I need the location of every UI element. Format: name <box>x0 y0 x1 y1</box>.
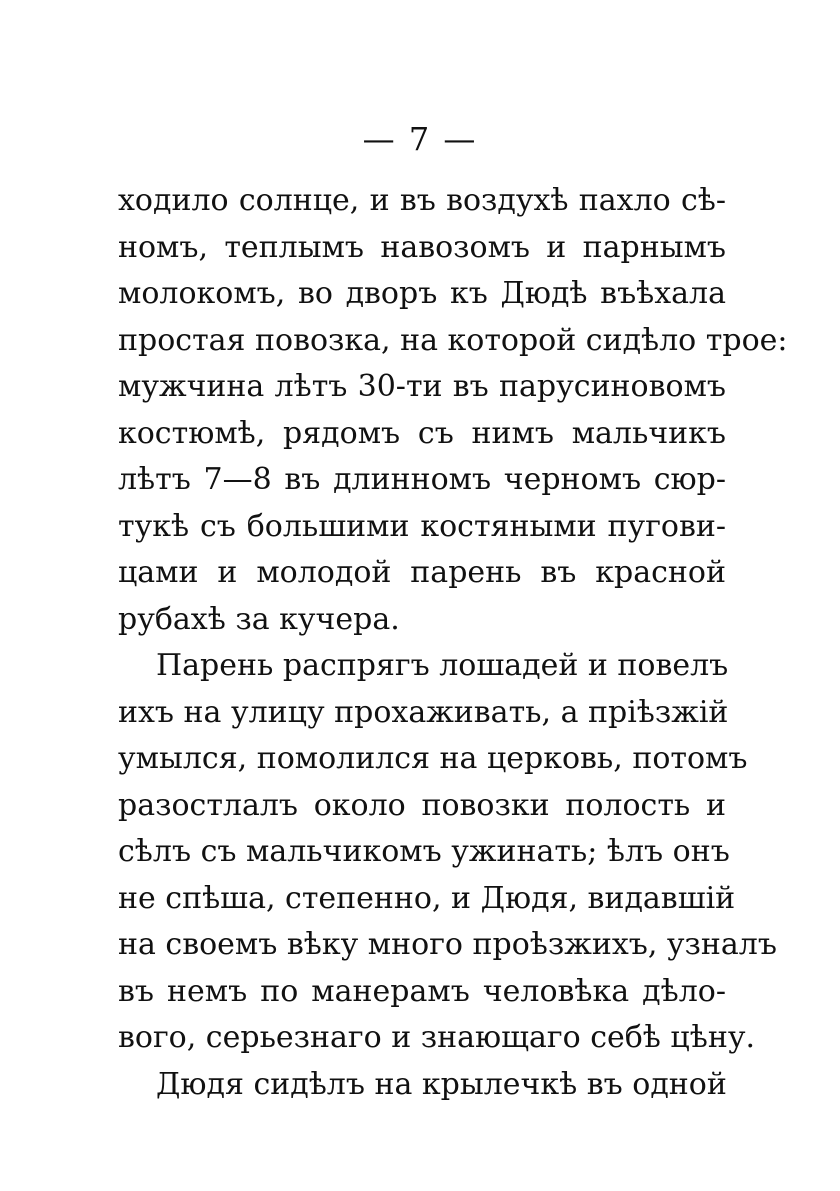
text-line: Парень распрягъ лошадей и повелъ <box>156 648 729 683</box>
text-line: костюмѣ, рядомъ съ нимъ мальчикъ <box>118 415 726 451</box>
text-line: вого, серьезнаго и знающаго себѣ цѣну. <box>118 1020 756 1055</box>
text-line: простая повозка, на которой сидѣло трое: <box>118 322 788 358</box>
text-line: не спѣша, степенно, и Дюдя, видавшій <box>118 880 736 916</box>
text-line: ихъ на улицу прохаживать, а пріѣзжій <box>118 694 729 730</box>
text-line: сѣлъ съ мальчикомъ ужинать; ѣлъ онъ <box>118 834 730 869</box>
text-line: молокомъ, во дворъ къ Дюдѣ въѣхала <box>118 276 726 311</box>
text-line: въ немъ по манерамъ человѣка дѣло- <box>118 973 726 1009</box>
text-line: лѣтъ 7—8 въ длинномъ черномъ сюр- <box>118 462 726 497</box>
page-number: — 7 — <box>362 120 478 158</box>
text-line: разостлалъ около повозки полость и <box>118 787 726 823</box>
body-text <box>118 178 788 1108</box>
text-line: цами и молодой парень въ красной <box>118 555 726 590</box>
text-line: тукѣ съ большими костяными пугови- <box>118 508 726 544</box>
text-line: на своемъ вѣку много проѣзжихъ, узналъ <box>118 927 777 962</box>
text-line: рубахѣ за кучера. <box>118 601 400 637</box>
text-line: ходило солнце, и въ воздухѣ пахло сѣ- <box>118 183 726 218</box>
text-line: мужчина лѣтъ 30-ти въ парусиновомъ <box>118 369 726 404</box>
text-line: номъ, теплымъ навозомъ и парнымъ <box>118 229 726 265</box>
text-line: Дюдя сидѣлъ на крылечкѣ въ одной <box>156 1066 727 1102</box>
text-line: умылся, помолился на церковь, потомъ <box>118 741 748 776</box>
